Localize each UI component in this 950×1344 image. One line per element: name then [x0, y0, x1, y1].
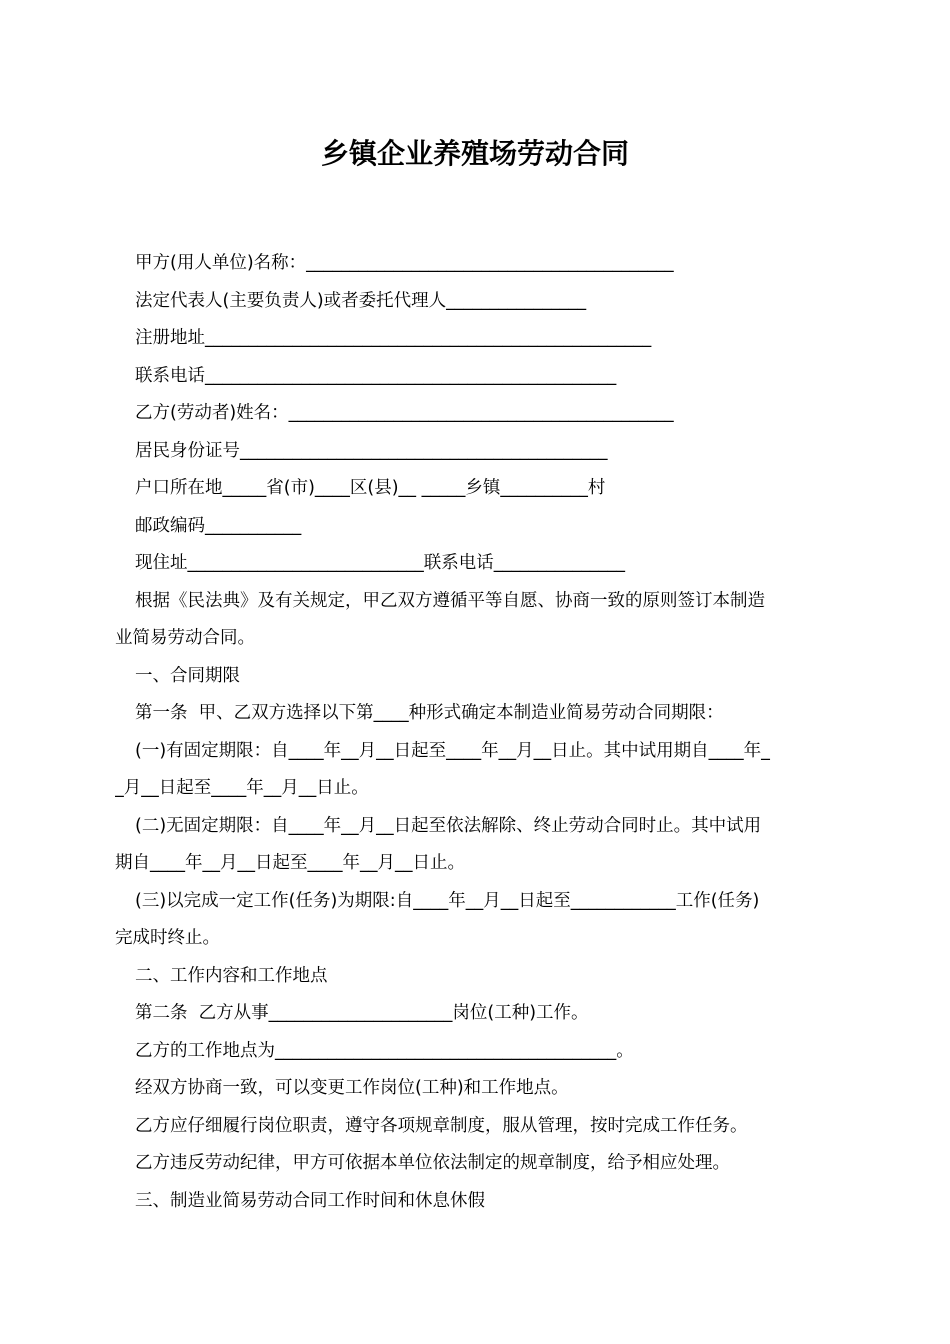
- preamble-paragraph-cont: 业简易劳动合同。: [115, 628, 255, 648]
- id-number-field: 居民身份证号__________________________________________: [135, 441, 608, 461]
- section-3-heading: 三、制造业简易劳动合同工作时间和休息休假: [135, 1191, 485, 1211]
- option-task-based: (三)以完成一定工作(任务)为期限:自____年__月__日起至____________工作(任务): [135, 891, 760, 911]
- party-a-name-field: 甲方(用人单位)名称：__________________________________________: [135, 253, 674, 273]
- work-location-field: 乙方的工作地点为_______________________________________。: [135, 1041, 634, 1061]
- registered-address-field: 注册地址___________________________________________________: [135, 328, 652, 348]
- duties-clause: 乙方应仔细履行岗位职责，遵守各项规章制度，服从管理，按时完成工作任务。: [135, 1116, 748, 1136]
- party-b-name-field: 乙方(劳动者)姓名：____________________________________________: [135, 403, 674, 423]
- current-address-field: 现住址___________________________联系电话_______________: [135, 553, 625, 573]
- option-fixed-term: (一)有固定期限：自____年__月__日起至____年__月__日止。其中试用期自____年_: [135, 741, 770, 761]
- option-open-ended-cont: 期自____年__月__日起至____年__月__日止。: [115, 853, 465, 873]
- article-1: 第一条 甲、乙双方选择以下第____种形式确定本制造业简易劳动合同期限：: [135, 703, 724, 723]
- discipline-clause: 乙方违反劳动纪律，甲方可依据本单位依法制定的规章制度，给予相应处理。: [135, 1153, 730, 1173]
- option-fixed-term-cont: _月__日起至____年__月__日止。: [115, 778, 369, 798]
- option-task-based-cont: 完成时终止。: [115, 928, 220, 948]
- section-1-heading: 一、合同期限: [135, 666, 240, 686]
- contract-title: 乡镇企业养殖场劳动合同: [320, 137, 629, 170]
- party-a-phone-field: 联系电话_______________________________________________: [135, 366, 617, 386]
- article-2: 第二条 乙方从事_____________________岗位(工种)工作。: [135, 1003, 589, 1023]
- preamble-paragraph: 根据《民法典》及有关规定，甲乙双方遵循平等自愿、协商一致的原则签订本制造: [135, 591, 765, 611]
- option-open-ended: (二)无固定期限：自____年__月__日起至依法解除、终止劳动合同时止。其中试用: [135, 816, 762, 836]
- change-clause: 经双方协商一致，可以变更工作岗位(工种)和工作地点。: [135, 1078, 569, 1098]
- legal-representative-field: 法定代表人(主要负责人)或者委托代理人________________: [135, 291, 587, 311]
- postal-code-field: 邮政编码___________: [135, 516, 302, 536]
- section-2-heading: 二、工作内容和工作地点: [135, 966, 328, 986]
- household-registration-field: 户口所在地_____省(市)____区(县)__ _____乡镇__________村: [135, 478, 606, 498]
